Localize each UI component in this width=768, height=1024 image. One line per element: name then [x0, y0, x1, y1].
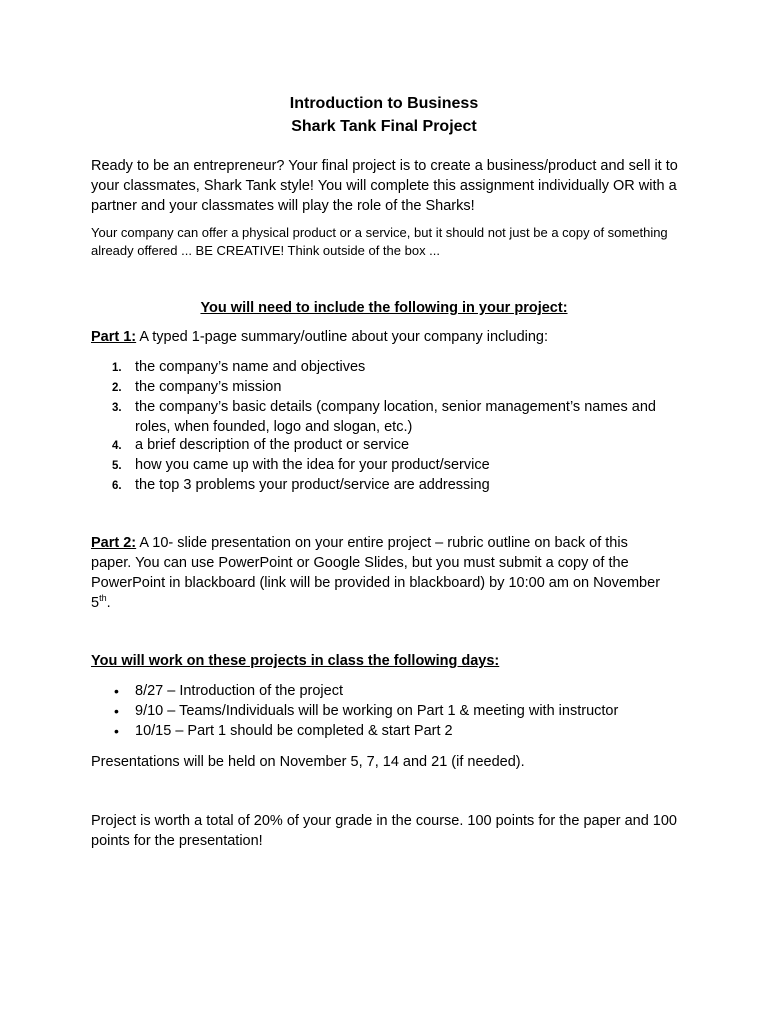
- list-item-text: the company’s name and objectives: [135, 359, 366, 375]
- grading-paragraph: Project is worth a total of 20% of your grade in the course. 100 points for the paper and 100 points for the presentation!: [91, 813, 677, 849]
- list-item-text: the company’s basic details (company location, senior management’s names and roles, when founded, logo and slogan, etc.): [135, 399, 656, 435]
- bullet-icon: •: [114, 683, 119, 699]
- bullet-icon: •: [114, 723, 119, 739]
- list-item-text: the company’s mission: [135, 379, 282, 395]
- list-number: 2.: [112, 382, 122, 394]
- list-item-text: a brief description of the product or service: [135, 437, 410, 453]
- part2-paragraph: [91, 533, 661, 613]
- schedule-heading: You will work on these projects in class the following days:: [91, 653, 500, 669]
- list-number: 3.: [112, 402, 122, 414]
- part2-text: A 10- slide presentation on your entire project – rubric outline on back of this paper. You can use PowerPoint or Google Slides, but you must submit a copy of the PowerPoint in blackboard (link will be provided in blackboard) by 10:00 am on November 5: [91, 535, 661, 611]
- intro-paragraph: Ready to be an entrepreneur? Your final project is to create a business/product and sell it to your classmates, Shark Tank style! You will complete this assignment individually OR with a partner and your classmates will play the role of the Sharks!: [91, 158, 678, 214]
- schedule-item: [112, 681, 692, 701]
- list-item: [112, 475, 692, 495]
- list-item-text: the top 3 problems your product/service are addressing: [135, 477, 490, 493]
- list-number: 1.: [112, 362, 122, 374]
- list-item: [112, 377, 692, 397]
- schedule-item-text: 9/10 – Teams/Individuals will be working on Part 1 & meeting with instructor: [135, 703, 619, 719]
- ordinal-superscript: th: [99, 593, 107, 604]
- part1-paragraph: [91, 327, 691, 347]
- creativity-paragraph: Your company can offer a physical product or a service, but it should not just be a copy of something already offered ... BE CREATIVE! Think outside of the box ...: [91, 225, 668, 258]
- schedule-item-text: 8/27 – Introduction of the project: [135, 683, 343, 699]
- list-item: [112, 435, 692, 455]
- part2-end: .: [106, 595, 111, 611]
- bullet-icon: •: [114, 703, 119, 719]
- list-item: [112, 357, 692, 377]
- part2-label: Part 2:: [91, 535, 137, 551]
- list-number: 5.: [112, 460, 122, 472]
- list-item-text: how you came up with the idea for your product/service: [135, 457, 490, 473]
- schedule-item-text: 10/15 – Part 1 should be completed & start Part 2: [135, 723, 453, 739]
- part1-label: Part 1:: [91, 329, 137, 345]
- requirements-heading: You will need to include the following in your project:: [200, 300, 568, 316]
- list-item: [112, 397, 692, 437]
- document-title: Introduction to Business: [289, 95, 479, 112]
- list-number: 6.: [112, 480, 122, 492]
- schedule-item: [112, 701, 692, 721]
- list-number: 4.: [112, 440, 122, 452]
- list-item: [112, 455, 692, 475]
- document-subtitle: Shark Tank Final Project: [291, 118, 477, 135]
- presentations-paragraph: Presentations will be held on November 5, 7, 14 and 21 (if needed).: [91, 754, 525, 770]
- schedule-item: [112, 721, 692, 741]
- part1-text: A typed 1-page summary/outline about your company including:: [136, 329, 549, 345]
